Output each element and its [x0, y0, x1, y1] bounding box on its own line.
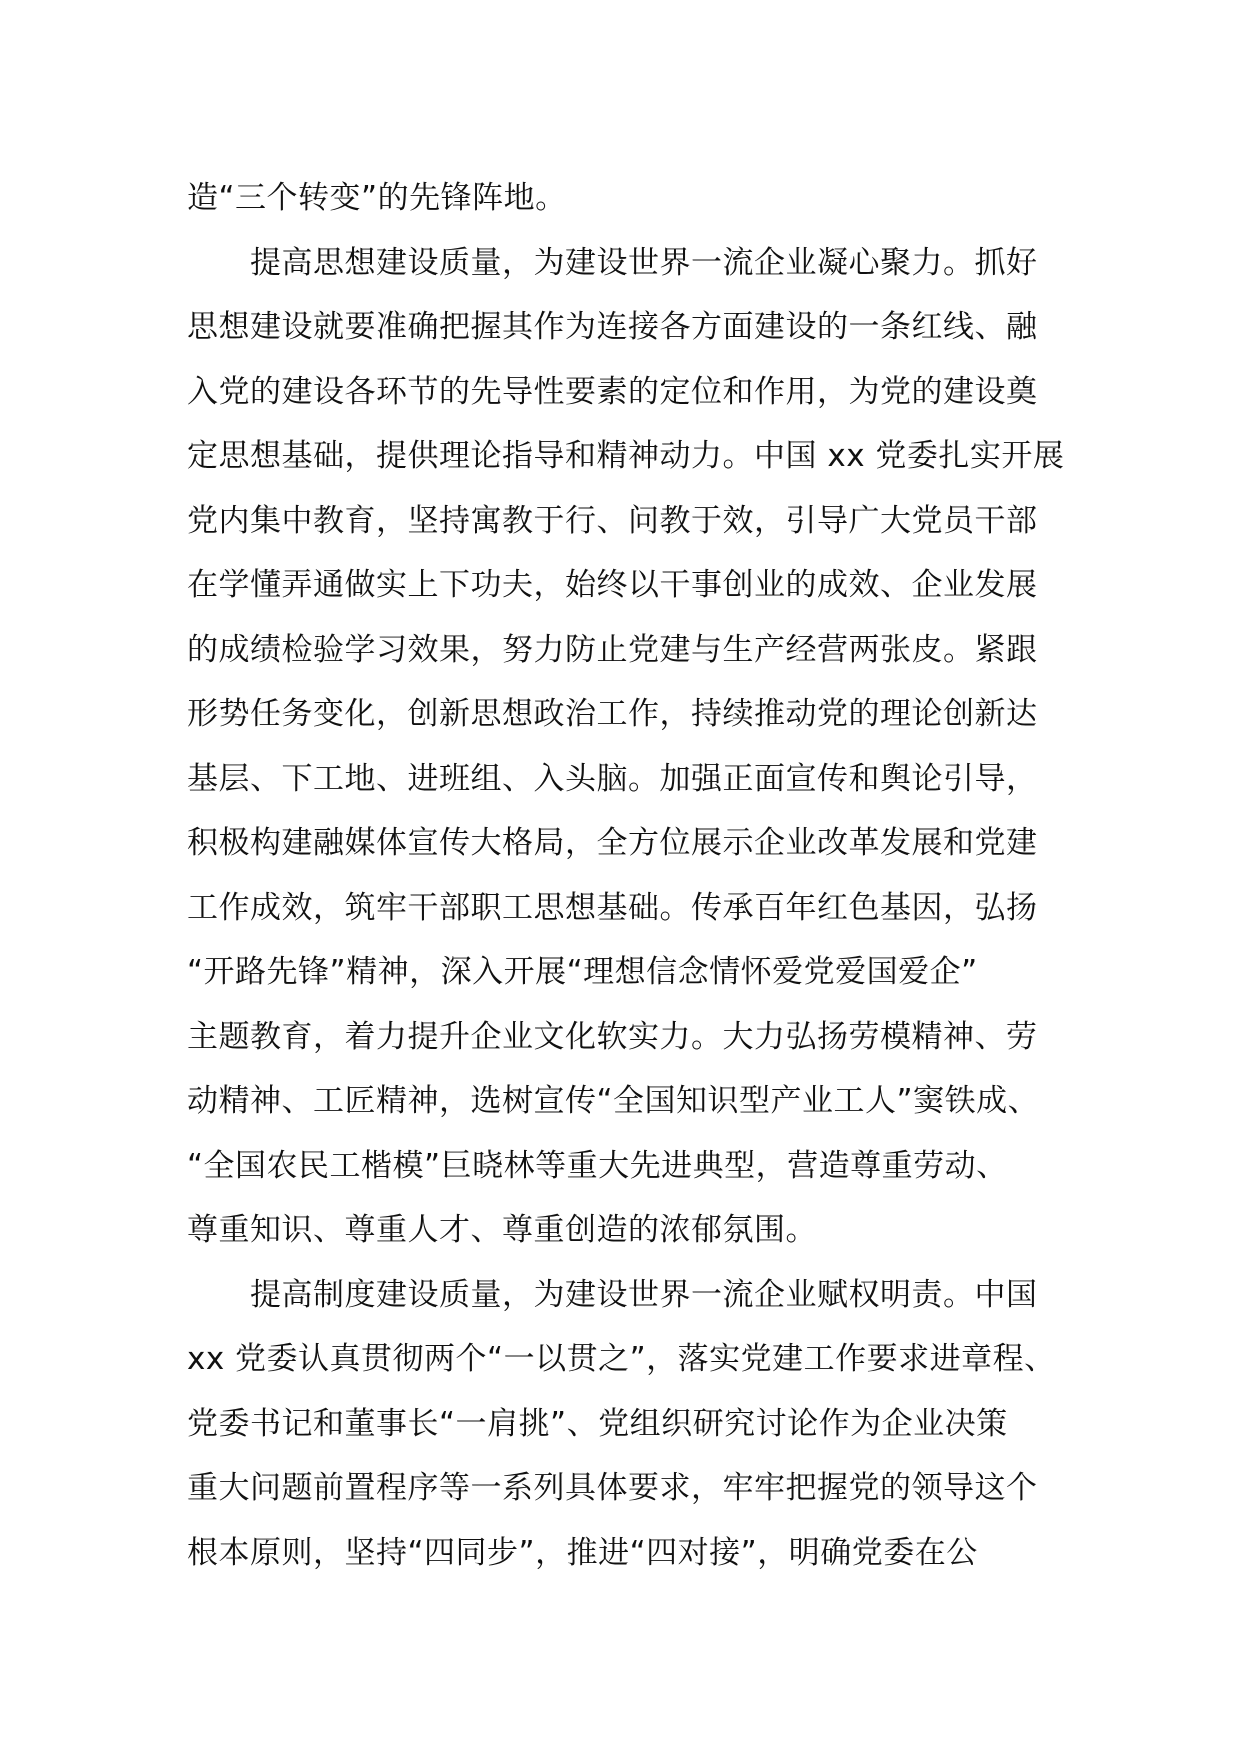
text-line: 动精神、工匠精神，选树宣传“全国知识型产业工人”窦铁成、: [187, 1083, 1040, 1119]
text-line: 党委书记和董事长“一肩挑”、党组织研究讨论作为企业决策: [187, 1405, 1008, 1442]
text-line: 提高思想建设质量，为建设世界一流企业凝心聚力。抓好: [187, 244, 1038, 281]
body-text: [187, 166, 1067, 1585]
text-line: 工作成效，筑牢干部职工思想基础。传承百年红色基因，弘扬: [187, 889, 1038, 926]
text-line: 定思想基础，提供理论指导和精神动力。中国 xx 党委扎实开展: [187, 438, 1065, 474]
text-line: 思想建设就要准确把握其作为连接各方面建设的一条红线、融: [187, 309, 1038, 345]
text-line: 形势任务变化，创新思想政治工作，持续推动党的理论创新达: [187, 696, 1038, 732]
text-line: xx 党委认真贯彻两个“一以贯之”，落实党建工作要求进章程、: [187, 1341, 1056, 1377]
text-line: 基层、下工地、进班组、入头脑。加强正面宣传和舆论引导，: [187, 760, 1038, 797]
text-line: 造“三个转变”的先锋阵地。: [187, 180, 567, 216]
text-line: 根本原则，坚持“四同步”，推进“四对接”，明确党委在公: [187, 1534, 978, 1571]
text-line: 积极构建融媒体宣传大格局，全方位展示企业改革发展和党建: [187, 825, 1038, 861]
text-line: 尊重知识、尊重人才、尊重创造的浓郁氛围。: [187, 1212, 817, 1248]
text-line: 在学懂弄通做实上下功夫，始终以干事创业的成效、企业发展: [187, 567, 1038, 603]
text-line: “全国农民工楷模”巨晓林等重大先进典型，营造尊重劳动、: [187, 1147, 1008, 1184]
text-line: 提高制度建设质量，为建设世界一流企业赋权明责。中国: [187, 1276, 1038, 1313]
text-line: 的成绩检验学习效果，努力防止党建与生产经营两张皮。紧跟: [187, 631, 1038, 668]
text-line: 重大问题前置程序等一系列具体要求，牢牢把握党的领导这个: [187, 1470, 1038, 1506]
text-line: “开路先锋”精神，深入开展“理想信念情怀爱党爱国爱企”: [187, 954, 978, 990]
text-line: 入党的建设各环节的先导性要素的定位和作用，为党的建设奠: [187, 373, 1038, 410]
text-line: 主题教育，着力提升企业文化软实力。大力弘扬劳模精神、劳: [187, 1018, 1038, 1055]
text-line: 党内集中教育，坚持寓教于行、问教于效，引导广大党员干部: [187, 502, 1038, 539]
